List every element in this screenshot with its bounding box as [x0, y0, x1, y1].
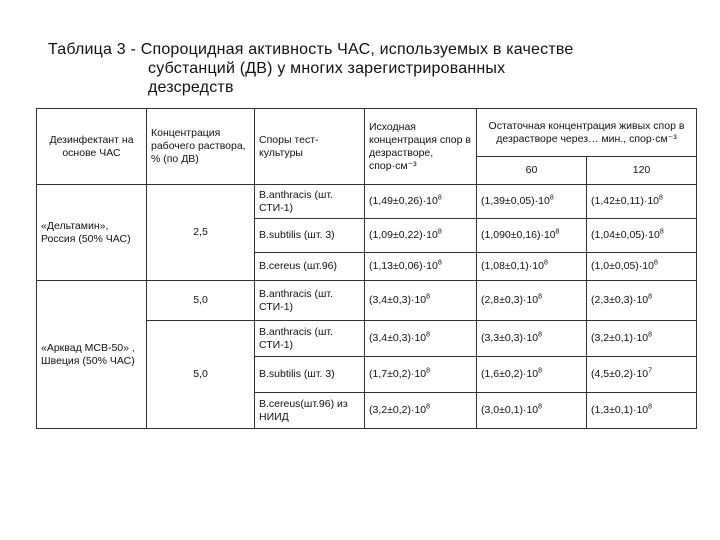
header-time-60: 60: [477, 157, 587, 185]
concentration-cell: 5,0: [147, 281, 255, 321]
title-line-2: субстанций (ДВ) у многих зарегистрированных: [148, 60, 506, 77]
concentration-cell: 2,5: [147, 185, 255, 281]
residual-60-cell: $(1,39\pm 0,05)\cdot 10^8$: [477, 185, 587, 219]
header-time-120: 120: [587, 157, 697, 185]
residual-120-cell: $(1,3\pm 0,1)\cdot 10^8$: [587, 393, 697, 429]
residual-120-cell: $(2,3\pm 0,3)\cdot 10^8$: [587, 281, 697, 321]
initial-cell: $(3,4\pm 0,3)\cdot 10^8$: [365, 321, 477, 357]
title-line-1: Таблица 3 - Спороцидная активность ЧАС, используемых в качестве: [48, 41, 574, 58]
residual-120-cell: $(4,5\pm 0,2)\cdot 10^7$: [587, 357, 697, 393]
spore-cell: B.anthracis (шт. СТИ-1): [255, 321, 365, 357]
header-residual: Остаточная концентрация живых спор в дезрастворе через… мин., спор·см⁻³: [477, 109, 697, 157]
header-disinfectant: Дезинфектант на основе ЧАС: [37, 109, 147, 185]
header-spores: Споры тест-культуры: [255, 109, 365, 185]
residual-120-cell: $(1,04\pm 0,05)\cdot 10^8$: [587, 219, 697, 253]
initial-cell: $(1,13\pm 0,06)\cdot 10^8$: [365, 253, 477, 281]
header-concentration: Концентрация рабочего раствора, % (по ДВ): [147, 109, 255, 185]
table-row: [37, 185, 697, 219]
spore-cell: B.subtilis (шт. 3): [255, 357, 365, 393]
table-row: [37, 281, 697, 321]
table-title: [48, 40, 688, 97]
initial-cell: $(1,7\pm 0,2)\cdot 10^8$: [365, 357, 477, 393]
residual-60-cell: $(3,3\pm 0,3)\cdot 10^8$: [477, 321, 587, 357]
spore-cell: B.anthracis (шт. СТИ-1): [255, 281, 365, 321]
initial-cell: $(3,4\pm 0,3)\cdot 10^8$: [365, 281, 477, 321]
initial-cell: $(3,2\pm 0,2)\cdot 10^8$: [365, 393, 477, 429]
spore-cell: B.cereus (шт.96): [255, 253, 365, 281]
residual-60-cell: $(1,08\pm 0,1)\cdot 10^8$: [477, 253, 587, 281]
concentration-cell: 5,0: [147, 321, 255, 429]
disinfectant-name: «Дельтамин», Россия (50% ЧАС): [37, 185, 147, 281]
spore-activity-table: [36, 108, 697, 429]
spore-cell: B.cereus(шт.96) из НИИД: [255, 393, 365, 429]
residual-120-cell: $(1,42\pm 0,11)\cdot 10^8$: [587, 185, 697, 219]
spore-cell: B.subtilis (шт. 3): [255, 219, 365, 253]
initial-cell: $(1,09\pm 0,22)\cdot 10^8$: [365, 219, 477, 253]
disinfectant-name: «Арквад МСВ-50» , Швеция (50% ЧАС): [37, 281, 147, 429]
initial-cell: $(1,49\pm 0,26)\cdot 10^8$: [365, 185, 477, 219]
residual-60-cell: $(1,6\pm 0,2)\cdot 10^8$: [477, 357, 587, 393]
residual-60-cell: $(2,8\pm 0,3)\cdot 10^8$: [477, 281, 587, 321]
residual-60-cell: $(1,090\pm 0,16)\cdot 10^8$: [477, 219, 587, 253]
residual-120-cell: $(1,0\pm 0,05)\cdot 10^8$: [587, 253, 697, 281]
residual-120-cell: $(3,2\pm 0,1)\cdot 10^8$: [587, 321, 697, 357]
header-initial: Исходная концентрация спор в дезрастворе, спор·см⁻³: [365, 109, 477, 185]
residual-60-cell: $(3,0\pm 0,1)\cdot 10^8$: [477, 393, 587, 429]
title-line-3: дезсредств: [148, 79, 234, 96]
spore-cell: B.anthracis (шт. СТИ-1): [255, 185, 365, 219]
